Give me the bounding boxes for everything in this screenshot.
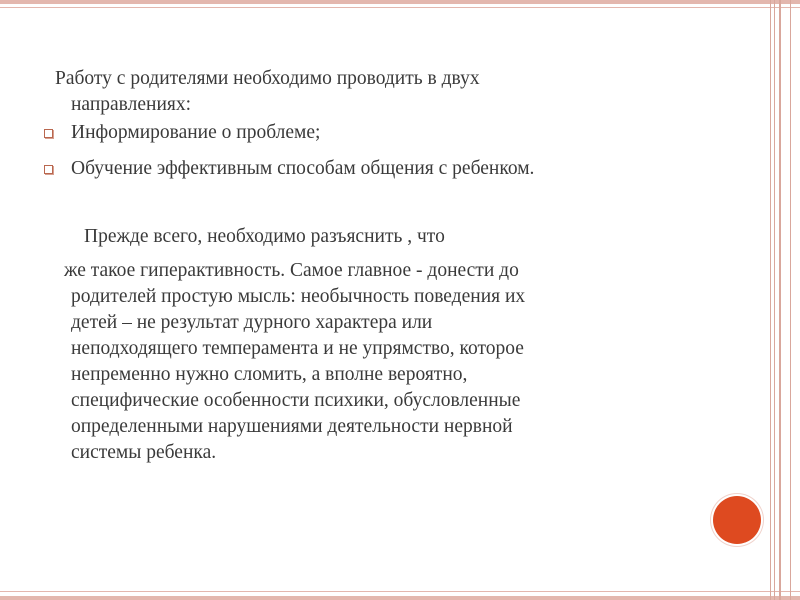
intro-line-1: Работу с родителями необходимо проводить в двух <box>55 68 480 89</box>
paragraph-line-1: Прежде всего, необходимо разъяснить , что <box>84 226 445 247</box>
intro-line-2: направлениях: <box>71 94 192 115</box>
right-border-thin-3 <box>779 0 781 600</box>
paragraph-line-7: специфические особенности психики, обусловленные <box>71 390 521 411</box>
bullet-item-1: Информирование о проблеме; <box>71 122 321 143</box>
orange-circle-decoration <box>713 496 761 544</box>
paragraph-line-2: же такое гиперактивность. Самое главное - донести до <box>64 260 519 281</box>
right-border-thin-1 <box>770 0 771 600</box>
paragraph-line-3: родителей простую мысль: необычность поведения их <box>71 286 526 307</box>
top-border-thin <box>0 7 800 8</box>
bottom-border-thin <box>0 591 800 592</box>
paragraph-line-5: неподходящего темперамента и не упрямство, которое <box>71 338 524 359</box>
hollow-square-bullet-icon <box>44 129 53 138</box>
bullet-item-2: Обучение эффективным способам общения с ребенком. <box>71 158 535 179</box>
hollow-square-bullet-icon <box>44 165 53 174</box>
paragraph-line-4: детей – не результат дурного характера или <box>71 312 433 333</box>
top-border-thick <box>0 0 800 4</box>
paragraph-line-8: определенными нарушениями деятельности нервной <box>71 416 513 437</box>
right-border-thin-4 <box>790 0 791 600</box>
paragraph-line-9: системы ребенка. <box>71 442 217 463</box>
right-border-thin-2 <box>774 0 775 600</box>
bottom-border-thick <box>0 596 800 600</box>
paragraph-line-6: непременно нужно сломить, а вполне вероятно, <box>71 364 468 385</box>
